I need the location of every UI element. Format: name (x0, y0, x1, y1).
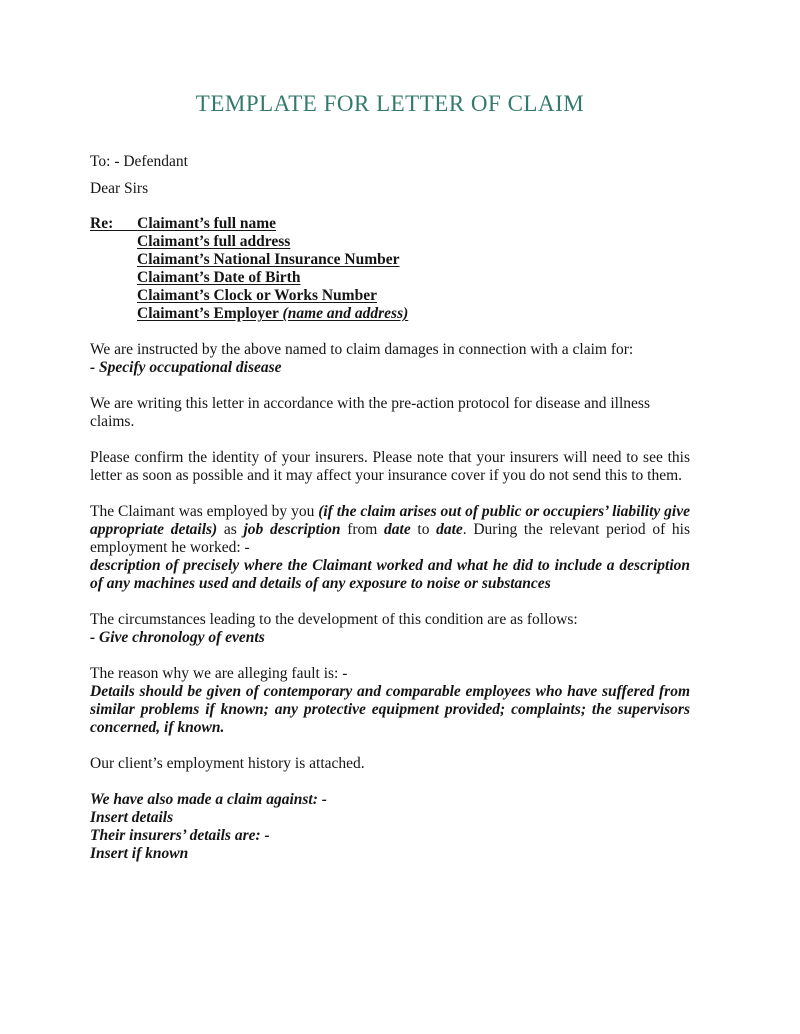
paragraph (90, 341, 690, 377)
re-row-1 (90, 215, 690, 233)
paragraph (90, 791, 690, 863)
paragraph (90, 665, 690, 737)
recipient-line: To: - Defendant (90, 153, 188, 170)
letter-content (90, 92, 690, 863)
paragraph (90, 395, 690, 431)
re-block (90, 215, 690, 323)
emphasis-text-run: Insert if known (90, 845, 189, 862)
re-item-with-italic (137, 305, 408, 322)
text-run: We are instructed by the above named to claim damages in connection with a claim for: (90, 341, 634, 358)
emphasis-text-run: - Give chronology of events (90, 629, 265, 646)
paragraph (90, 755, 690, 773)
re-item-text: Claimant’s Employer (137, 305, 283, 322)
text-run: The reason why we are alleging fault is: - (90, 665, 348, 682)
emphasis-text-run: We have also made a claim against: - (90, 791, 327, 808)
paragraph (90, 503, 690, 593)
re-item-text: Claimant’s National Insurance Number (137, 251, 400, 268)
text-run: We are writing this letter in accordance with the pre-action protocol for disease and illness claims. (90, 395, 650, 430)
re-row-4 (137, 269, 690, 287)
emphasis-text-run: job description (243, 521, 341, 538)
letter-body (90, 341, 690, 863)
emphasis-text-run: description of precisely where the Claimant worked and what he did to include a description of any machines used and details of any exposure to noise or substances (90, 557, 690, 592)
page-title: TEMPLATE FOR LETTER OF CLAIM (195, 91, 585, 116)
re-row-2 (137, 233, 690, 251)
emphasis-text-run: date (384, 521, 411, 538)
text-run: The Claimant was employed by you (90, 503, 319, 520)
re-item-italic-text: (name and address) (282, 305, 409, 322)
emphasis-text-run: date (436, 521, 463, 538)
emphasis-text-run: Details should be given of contemporary and comparable employees who have suffered from similar problems if known; any protective equipment provided; complaints; the supervisors concerned, if known. (90, 683, 690, 736)
re-item-text: Claimant’s full address (137, 233, 291, 250)
paragraph (90, 611, 690, 647)
text-run: from (340, 521, 385, 538)
salutation-line: Dear Sirs (90, 180, 149, 197)
re-row-3 (137, 251, 690, 269)
emphasis-text-run: Their insurers’ details are: - (90, 827, 270, 844)
emphasis-text-run: Insert details (90, 809, 174, 826)
text-run: . During the relevant period of his employment he worked: - (90, 521, 691, 556)
text-run: as (217, 521, 244, 538)
re-item-text: Claimant’s full name (137, 215, 277, 232)
re-row-1-underlined (90, 215, 276, 232)
re-item-text: Claimant’s Clock or Works Number (137, 287, 377, 304)
text-run: Our client’s employment history is attached. (90, 755, 365, 772)
paragraph (90, 449, 690, 485)
re-row-5 (137, 287, 690, 305)
re-tab-gap (113, 215, 137, 232)
text-run: to (410, 521, 437, 538)
emphasis-text-run: - Specify occupational disease (90, 359, 282, 376)
re-row-6 (137, 305, 690, 323)
re-item-text: Claimant’s Date of Birth (137, 269, 301, 286)
text-run: The circumstances leading to the development of this condition are as follows: (90, 611, 578, 628)
emphasis-text-run: (if the claim arises out of public or occupiers’ liability give appropriate details) (90, 503, 690, 538)
re-label: Re: (90, 215, 114, 232)
text-run: Please confirm the identity of your insurers. Please note that your insurers will need to see this letter as soon as possible and it may affect your insurance cover if you do not send this to them. (90, 449, 690, 484)
